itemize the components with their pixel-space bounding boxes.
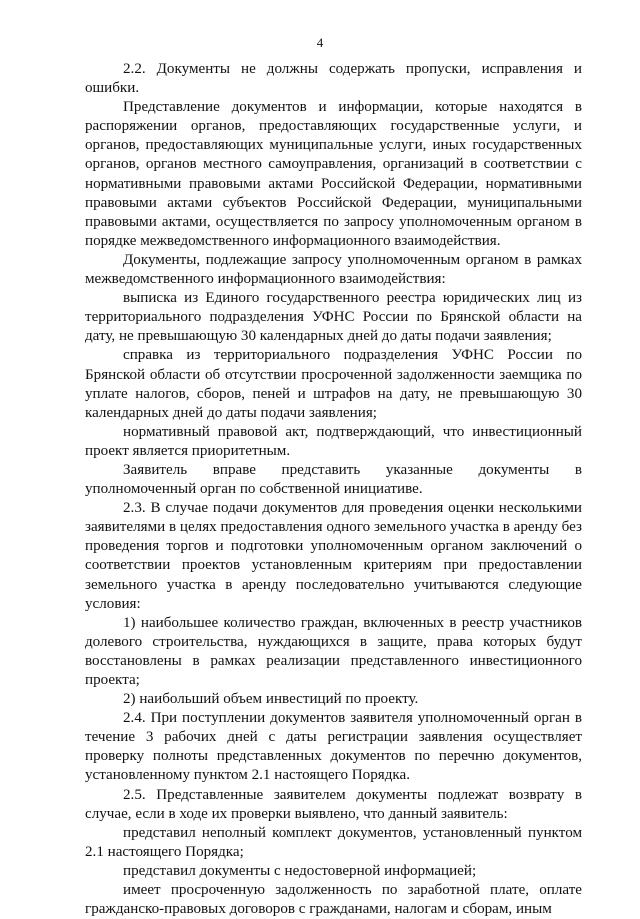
paragraph-egrul-extract: выписка из Единого государственного реестра юридических лиц из территориального подразделения УФНС России по Брянской области на дату, не превышающую 30 календарных дней до даты подачи заявления;	[85, 290, 582, 345]
paragraph-2-5: 2.5. Представленные заявителем документы подлежат возврату в случае, если в ходе их проверки выявлено, что данный заявитель:	[85, 786, 582, 822]
paragraph-applicant-right: Заявитель вправе представить указанные документы в уполномоченный орган по собственной инициативе.	[85, 461, 582, 498]
paragraph-interagency-info: Представление документов и информации, которые находятся в распоряжении органов, предоставляющих государственные услуги, и органов, предоставляющих муниципальные услуги, иных государственных органов, органов местного самоуправления, организаций в соответствии с нормативными правовыми актами Российской Федерации, нормативными правовыми актами субъектов Российской Федерации, муниципальными правовыми актами, осуществляется по запросу уполномоченным органом в порядке межведомственного информационного взаимодействия.	[85, 99, 582, 249]
paragraph-incomplete-set: представил неполный комплект документов, установленный пунктом 2.1 настоящего Порядка;	[85, 824, 582, 860]
paragraph-normative-act: нормативный правовой акт, подтверждающий, что инвестиционный проект является приоритетным.	[85, 423, 582, 459]
paragraph-false-info: представил документы с недостоверной информацией;	[123, 862, 477, 879]
paragraph-documents-request: Документы, подлежащие запросу уполномоченным органом в рамках межведомственного информационного взаимодействия:	[85, 251, 582, 288]
paragraph-overdue-debt: имеет просроченную задолженность по заработной плате, оплате гражданско-правовых договоров с гражданами, налогам и сборам, иным	[85, 882, 582, 918]
paragraph-condition-2: 2) наибольший объем инвестиций по проекту.	[123, 691, 419, 708]
page-number: 4	[316, 35, 324, 50]
paragraph-2-3: 2.3. В случае подачи документов для проведения оценки несколькими заявителями в целях предоставления одного земельного участка в аренду без проведения торгов и подготовки уполномоченным органом заключений о соответствии проектов установленным критериям при предоставлении земельного участка в аренду последовательно учитываются следующие условия:	[85, 500, 582, 612]
paragraph-2-4: 2.4. При поступлении документов заявителя уполномоченный орган в течение 3 рабочих дней с даты регистрации заявления осуществляет проверку полноты представленных документов по перечню документов, установленному пунктом 2.1 настоящего Порядка.	[85, 710, 582, 784]
paragraph-2-2: 2.2. Документы не должны содержать пропуски, исправления и ошибки.	[85, 61, 582, 97]
paragraph-tax-certificate: справка из территориального подразделения УФНС России по Брянской области об отсутствии просроченной задолженности заемщика по уплате налогов, сборов, пеней и штрафов на дату, не превышающую 30 календарных дней до даты подачи заявления;	[85, 347, 582, 421]
paragraph-condition-1: 1) наибольшее количество граждан, включенных в реестр участников долевого строительства, нуждающихся в защите, права которых будут восстановлены в рамках реализации представленного инвестиционного проекта;	[85, 614, 582, 688]
document-body	[85, 60, 582, 919]
